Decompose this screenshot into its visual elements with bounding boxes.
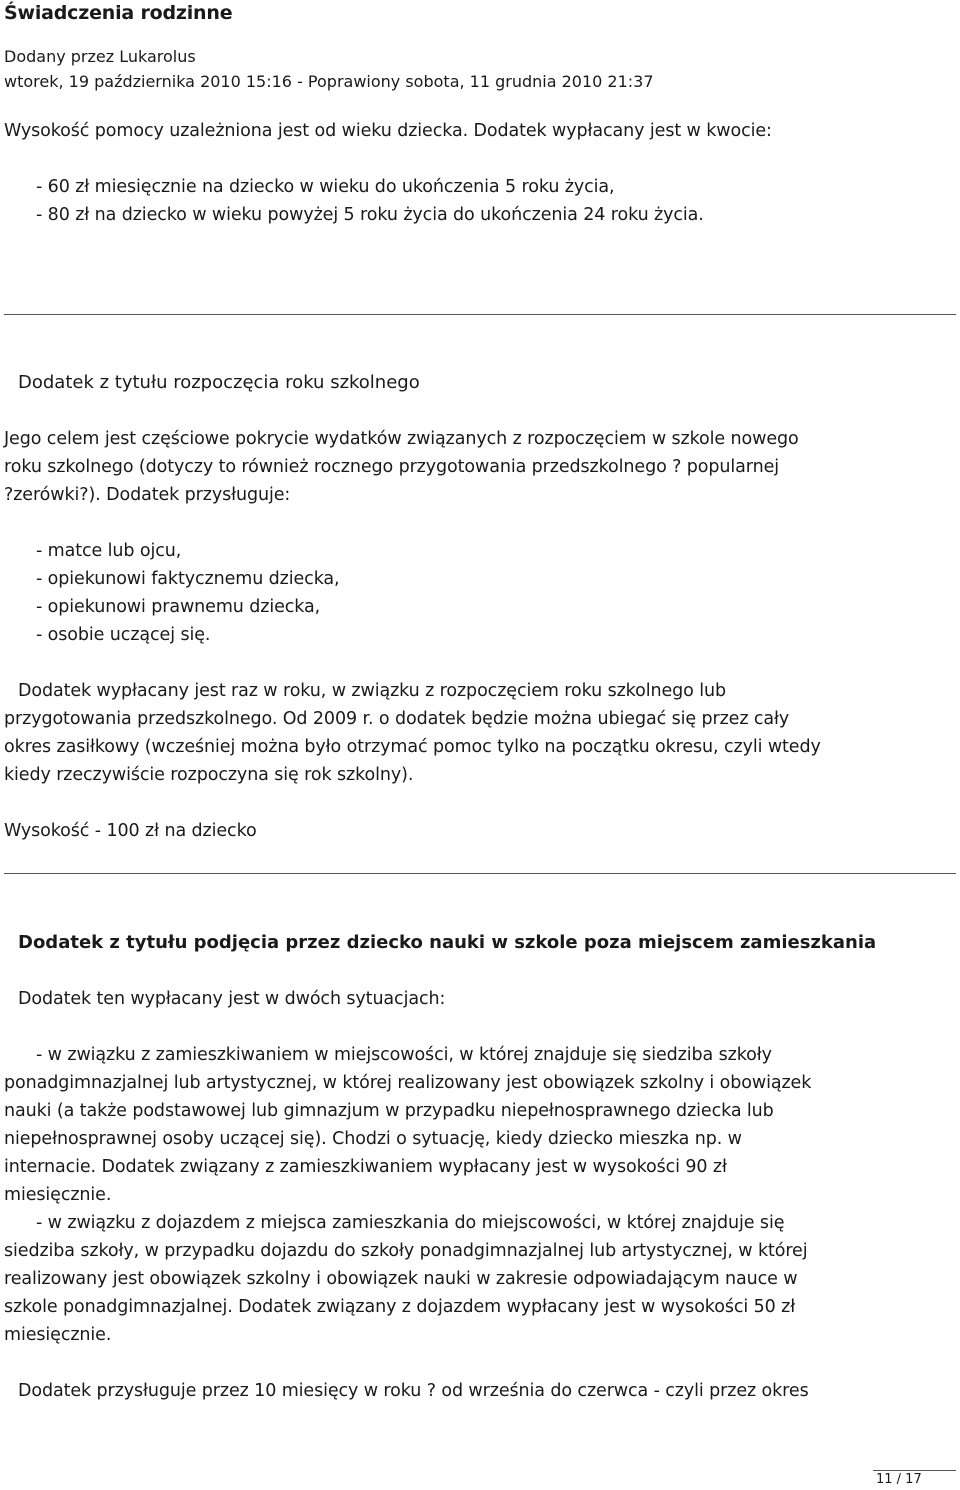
list-item: - opiekunowi prawnemu dziecka, [36,597,321,617]
paragraph-line: przygotowania przedszkolnego. Od 2009 r. o dodatek będzie można ubiegać się przez cały [4,709,790,729]
list-item: - matce lub ojcu, [36,541,182,561]
paragraph-line: Dodatek wypłacany jest raz w roku, w związku z rozpoczęciem roku szkolnego lub [18,681,726,701]
paragraph-line: - w związku z dojazdem z miejsca zamieszkania do miejscowości, w której znajduje się [36,1213,785,1233]
paragraph-line: Jego celem jest częściowe pokrycie wydatków związanych z rozpoczęciem w szkole nowego [4,429,799,449]
paragraph-line: miesięcznie. [4,1185,112,1205]
page-number: 11 / 17 [876,1472,922,1487]
section-divider [4,873,956,874]
paragraph-line: niepełnosprawnej osoby uczącej się). Chodzi o sytuację, kiedy dziecko mieszka np. w [4,1129,742,1149]
section-heading: Dodatek z tytułu podjęcia przez dziecko nauki w szkole poza miejscem zamieszkania [18,932,877,953]
paragraph-line: Wysokość - 100 zł na dziecko [4,821,257,841]
paragraph-line: szkole ponadgimnazjalnej. Dodatek związany z dojazdem wypłacany jest w wysokości 50 zł [4,1297,796,1317]
paragraph-line: kiedy rzeczywiście rozpoczyna się rok szkolny). [4,765,414,785]
paragraph-line: Dodatek przysługuje przez 10 miesięcy w roku ? od września do czerwca - czyli przez okres [18,1381,809,1401]
paragraph-line: ponadgimnazjalnej lub artystycznej, w której realizowany jest obowiązek szkolny i obowiązek [4,1073,812,1093]
section-heading: Dodatek z tytułu rozpoczęcia roku szkolnego [18,372,420,393]
paragraph-line: internacie. Dodatek związany z zamieszkiwaniem wypłacany jest w wysokości 90 zł [4,1157,727,1177]
paragraph-line: ?zerówki?). Dodatek przysługuje: [4,485,291,505]
list-item: - osobie uczącej się. [36,625,211,645]
page-title: Świadczenia rodzinne [4,2,233,24]
list-item: - 60 zł miesięcznie na dziecko w wieku do ukończenia 5 roku życia, [36,177,615,197]
paragraph-line: Dodatek ten wypłacany jest w dwóch sytuacjach: [18,989,446,1009]
post-date: wtorek, 19 października 2010 15:16 - Poprawiony sobota, 11 grudnia 2010 21:37 [4,72,654,91]
paragraph-line: - w związku z zamieszkiwaniem w miejscowości, w której znajduje się siedziba szkoły [36,1045,772,1065]
paragraph-line: nauki (a także podstawowej lub gimnazjum w przypadku niepełnosprawnego dziecka lub [4,1101,774,1121]
paragraph-line: okres zasiłkowy (wcześniej można było otrzymać pomoc tylko na początku okresu, czyli wtedy [4,737,821,757]
paragraph-line: Wysokość pomocy uzależniona jest od wieku dziecka. Dodatek wypłacany jest w kwocie: [4,121,772,141]
paragraph-line: realizowany jest obowiązek szkolny i obowiązek nauki w zakresie odpowiadającym nauce w [4,1269,798,1289]
post-author: Dodany przez Lukarolus [4,47,196,66]
paragraph-line: siedziba szkoły, w przypadku dojazdu do szkoły ponadgimnazjalnej lub artystycznej, w której [4,1241,808,1261]
list-item: - 80 zł na dziecko w wieku powyżej 5 roku życia do ukończenia 24 roku życia. [36,205,704,225]
paragraph-line: miesięcznie. [4,1325,112,1345]
section-divider [4,314,956,315]
paragraph-line: roku szkolnego (dotyczy to również rocznego przygotowania przedszkolnego ? popularnej [4,457,780,477]
footer-divider [873,1470,956,1471]
list-item: - opiekunowi faktycznemu dziecka, [36,569,340,589]
